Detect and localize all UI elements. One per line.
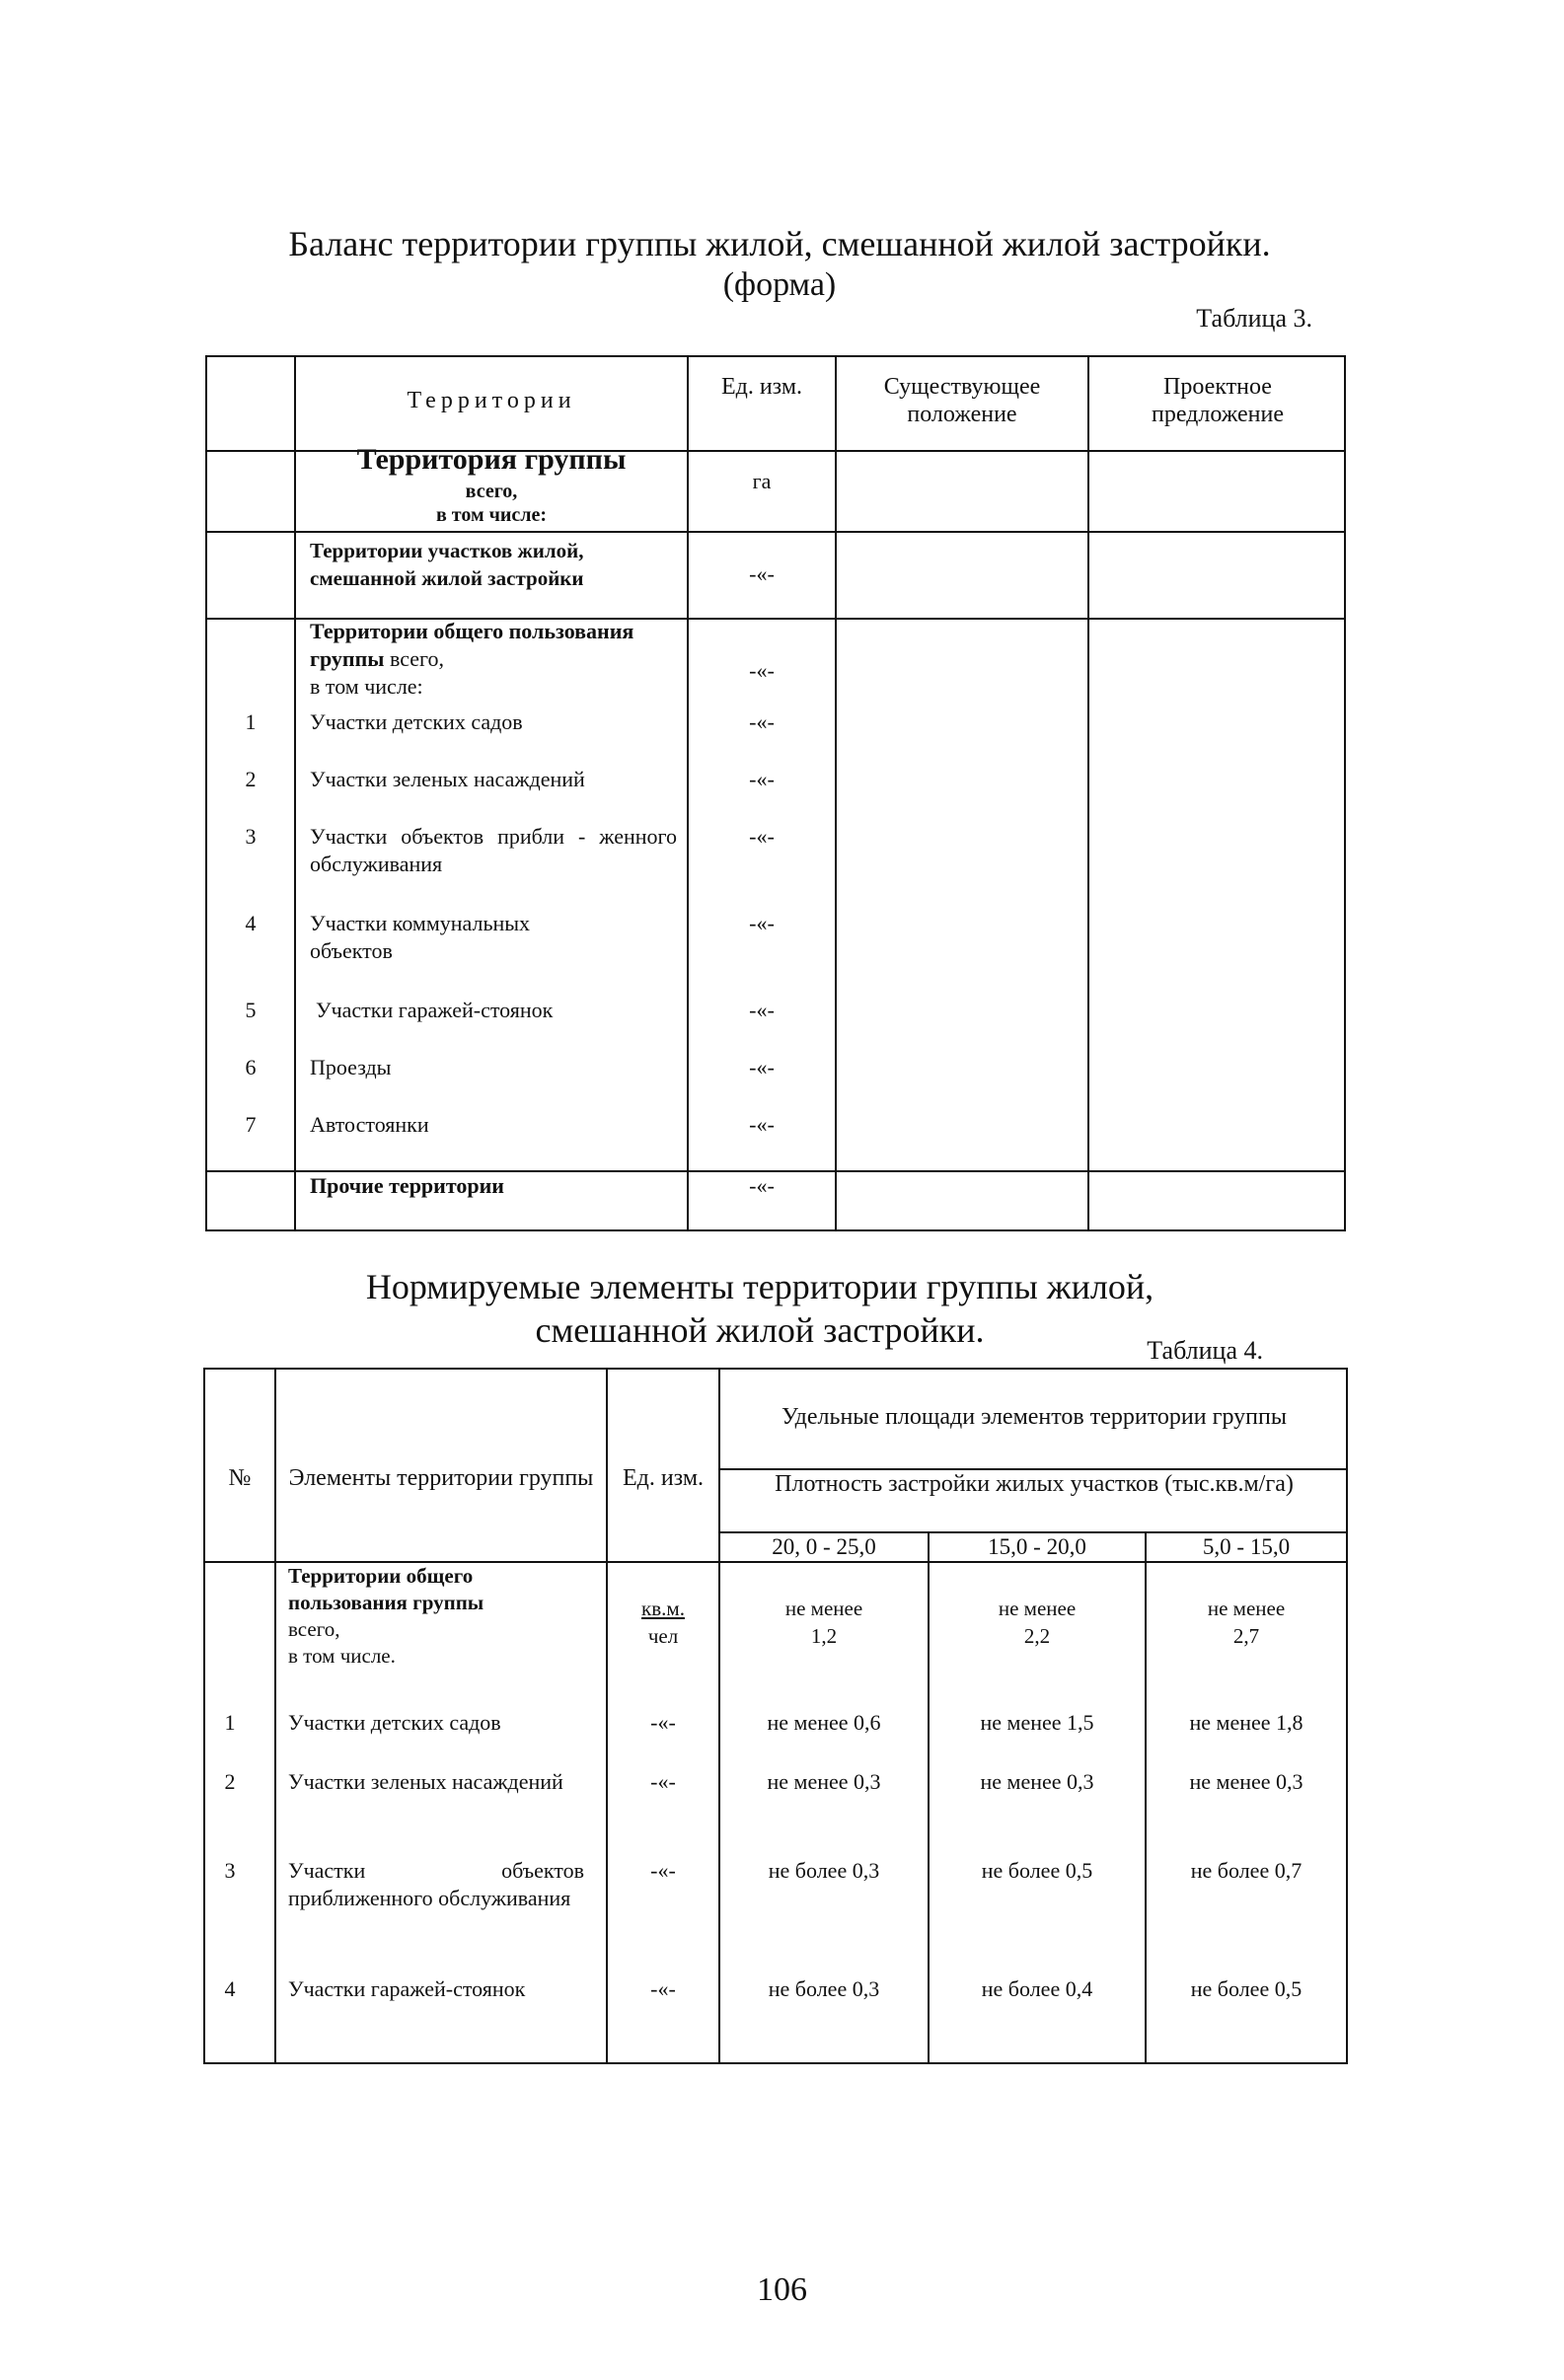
row-number: 4 [224,1976,236,2001]
row-value-1: не менее 0,6 [767,1710,881,1735]
row-number: 3 [245,824,257,849]
other-unit: -«- [749,1173,775,1198]
header-elements: Элементы территории группы [288,1465,594,1491]
row-unit: -«- [749,911,775,935]
public-unit [608,1595,718,1650]
row-name: Участки объектов прибли - женного обслуживания [310,824,677,876]
table-4 [203,1368,1348,2064]
public-value-2-label: не менее [998,1597,1077,1620]
table4-title-line1: Нормируемые элементы территории группы жилой, [365,1267,1154,1306]
public-unit-bottom: чел [647,1624,679,1648]
row-name: Участки зеленых насаждений [288,1769,563,1794]
row-value-1: не более 0,3 [768,1976,880,2001]
public-unit: -«- [749,658,775,683]
row-value-2: не менее 1,5 [980,1710,1094,1735]
header-density: Плотность застройки жилых участков (тыс.кв.м/га) [775,1471,1294,1497]
table3-subtitle: (форма) [722,266,837,303]
group-total-sub1: всего, [465,481,518,502]
public-block [288,1563,584,1670]
row-value-3: не более 0,7 [1190,1858,1303,1883]
public-sub2: в том числе. [288,1644,396,1668]
public-unit-top: кв.м. [641,1597,685,1620]
row-number: 7 [245,1112,257,1137]
public-sub: в том числе: [310,674,423,699]
header-density-3: 5,0 - 15,0 [1202,1534,1291,1559]
header-no: № [228,1465,252,1491]
header-unit: Ед. изм. [720,374,803,400]
row-value-1: не более 0,3 [768,1858,880,1883]
public-value-1 [720,1595,928,1650]
row-name: Участки зеленых насаждений [310,767,585,791]
row-unit: -«- [749,998,775,1022]
header-existing: Существующее положение [883,374,1041,427]
row-value-2: не менее 0,3 [980,1769,1094,1794]
table4-label: Таблица 4. [1147,1336,1263,1365]
row-name: Участки детских садов [288,1710,501,1735]
row-number: 6 [245,1055,257,1079]
table-3 [205,355,1346,1231]
row-value-3: не менее 1,8 [1189,1710,1303,1735]
header-unit: Ед. изм. [622,1465,705,1491]
row-unit: -«- [650,1710,676,1735]
row-name: Участки коммунальных объектов [310,911,531,963]
row-unit: -«- [749,824,775,849]
row-name: Автостоянки [310,1112,429,1137]
header-proposed: Проектное предложение [1151,374,1285,427]
row-unit: -«- [749,709,775,734]
public-suffix: всего, [389,646,445,671]
row-unit: -«- [650,1858,676,1883]
row-name: Участки гаражей-стоянок [288,1976,526,2001]
row-name: Участки детских садов [310,709,523,734]
row-number: 1 [245,709,257,734]
other-name: Прочие территории [310,1173,504,1198]
public-value-1-label: не менее [784,1597,863,1620]
page-number: 106 [757,2271,807,2308]
public-name: Территории общего пользования группы [288,1564,484,1614]
row-name: Проезды [310,1055,392,1079]
row-number: 2 [224,1769,236,1794]
row-unit: -«- [650,1976,676,2001]
row-value-3: не менее 0,3 [1189,1769,1303,1794]
public-value-2-number: 2,2 [1023,1624,1051,1648]
row-number: 1 [224,1710,236,1735]
row-unit: -«- [749,767,775,791]
public-block [310,618,677,701]
public-value-3 [1147,1595,1346,1650]
residential-unit: -«- [749,561,775,586]
row-unit: -«- [749,1112,775,1137]
row-value-2: не более 0,4 [981,1976,1093,2001]
table3-title: Баланс территории группы жилой, смешанной жилой застройки. [288,224,1271,263]
header-specific: Удельные площади элементов территории группы [782,1404,1287,1430]
row-value-3: не более 0,5 [1190,1976,1303,2001]
table4-title-line2: смешанной жилой застройки. [535,1310,985,1350]
header-density-1: 20, 0 - 25,0 [772,1534,876,1559]
header-territories: Территории [407,388,576,413]
row-number: 5 [245,998,257,1022]
row-number: 4 [245,911,257,935]
row-value-2: не более 0,5 [981,1858,1093,1883]
row-number: 2 [245,767,257,791]
table3-label: Таблица 3. [1196,304,1312,333]
group-total-name: Территория группы [356,443,627,476]
group-total-unit: га [752,469,772,493]
row-unit: -«- [749,1055,775,1079]
public-value-1-number: 1,2 [810,1624,838,1648]
public-sub1: всего, [288,1617,340,1641]
group-total-sub2: в том числе: [435,504,548,526]
public-value-3-number: 2,7 [1232,1624,1260,1648]
row-value-1: не менее 0,3 [767,1769,881,1794]
row-name: Участки гаражей-стоянок [316,998,554,1022]
row-number: 3 [224,1858,236,1883]
row-unit: -«- [650,1769,676,1794]
residential-name: Территории участков жилой, смешанной жилой застройки [310,539,584,590]
header-density-2: 15,0 - 20,0 [988,1534,1086,1559]
public-name: Территории общего пользования группы [310,619,634,671]
public-value-3-label: не менее [1207,1597,1286,1620]
row-name: Участки объектов приближенного обслуживания [288,1858,584,1910]
public-value-2 [930,1595,1145,1650]
